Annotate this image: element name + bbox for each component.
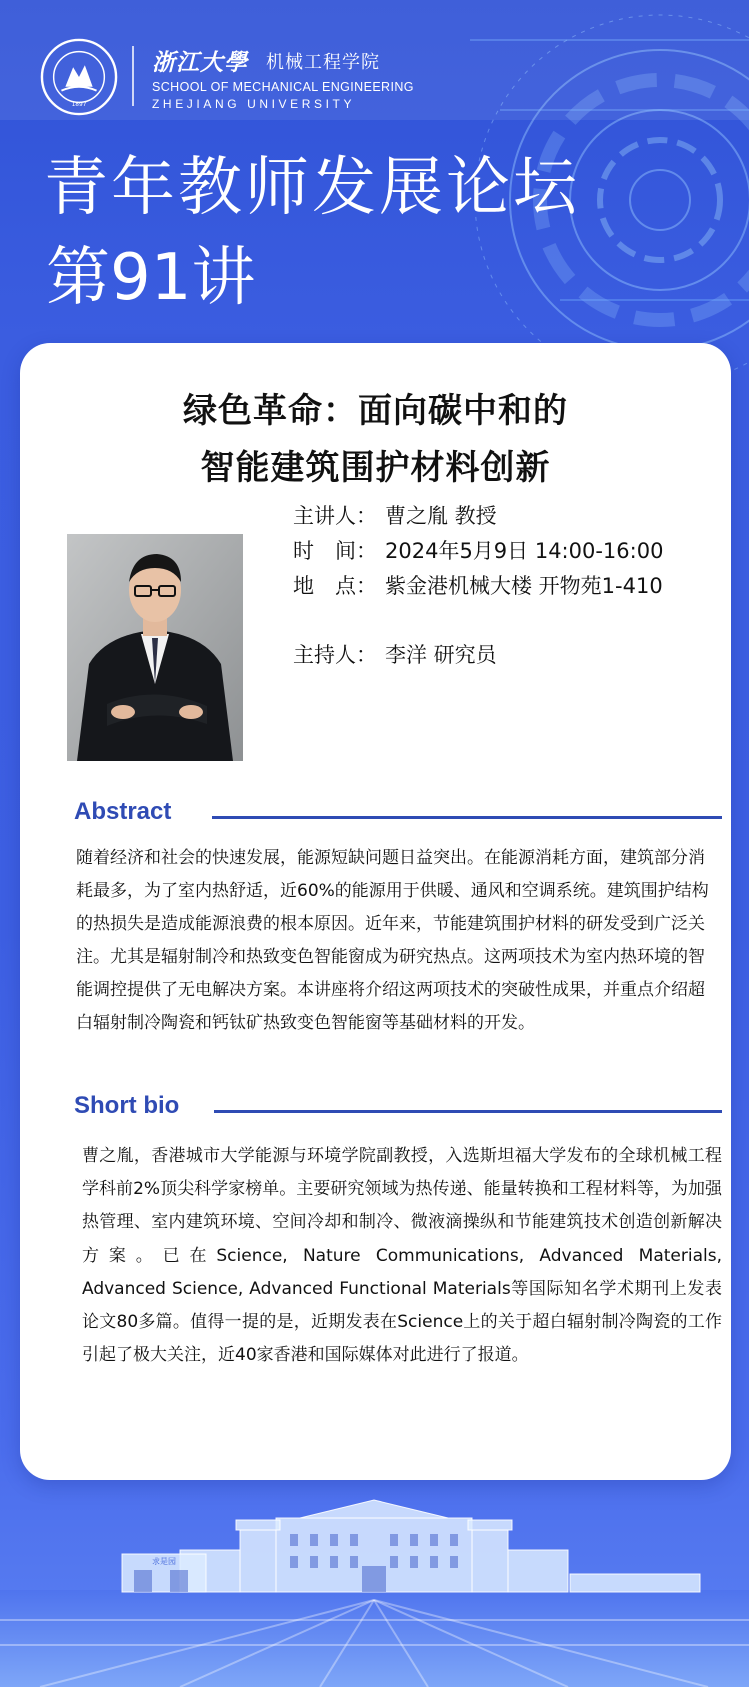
place-value: 紫金港机械大楼 开物苑1-410 [385,574,663,598]
abstract-heading [74,798,722,828]
host-label: 主持人： [293,643,377,667]
header-divider [132,46,134,106]
speaker-row [293,500,497,530]
svg-text:1897: 1897 [71,102,87,109]
university-header [40,34,700,114]
bio-text: 曹之胤，香港城市大学能源与环境学院副教授，入选斯坦福大学发布的全球机械工程学科前2%顶尖科学家榜单。主要研究领域为热传递、能量转换和工程材料等，为加强热管理、室内建筑环境、空间冷却和制冷、微液滴操纵和节能建筑技术创造创新解决方案。已在Science, Nature Communications, Advanced Materials, Advanced Science, Advanced Functional Materials等国际知名学术期刊上发表论文80多篇。值得一提的是，近期发表在Science上的关于超白辐射制冷陶瓷的工作引起了极大关注，近40家香港和国际媒体对此进行了报道。 [82,1146,722,1366]
speaker-value: 曹之胤 教授 [385,504,497,528]
abstract-text: 随着经济和社会的快速发展，能源短缺问题日益突出。在能源消耗方面，建筑部分消耗最多，为了室内热舒适，近60%的能源用于供暖、通风和空调系统。建筑围护结构的热损失是造成能源浪费的根本原因。近年来，节能建筑围护材料的研发受到广泛关注。尤其是辐射制冷和热致变色智能窗成为研究热点。这两项技术为室内热环境的智能调控提供了无电解决方案。本讲座将介绍这两项技术的突破性成果，并重点介绍超白辐射制冷陶瓷和钙钛矿热致变色智能窗等基础材料的开发。 [76,848,709,1033]
svg-text:求是园: 求是园 [152,1557,176,1566]
forum-title: 青年教师发展论坛 [44,151,580,225]
university-name-en: ZHEJIANG UNIVERSITY [152,97,356,111]
time-row [293,535,663,565]
content-card [20,343,731,1480]
zhejiang-university-seal-logo [40,38,118,116]
speaker-photo [67,534,243,761]
lecture-title-line1: 绿色革命：面向碳中和的 [183,391,568,431]
host-row [293,639,497,669]
place-row [293,570,663,600]
place-label: 地 点： [293,574,377,598]
host-value: 李洋 研究员 [385,643,497,667]
college-name-cn: 机械工程学院 [266,52,380,73]
speaker-label: 主讲人： [293,504,377,528]
college-name-en: SCHOOL OF MECHANICAL ENGINEERING [152,80,414,94]
abstract-heading-rule [212,816,722,819]
bio-heading [74,1092,722,1122]
time-label: 时 间： [293,539,377,563]
university-name-cn: 浙江大學 [152,49,248,76]
abstract-heading-text: Abstract [74,798,172,825]
bio-heading-rule [214,1110,722,1113]
time-value: 2024年5月9日 14:00-16:00 [385,539,664,563]
campus-building-illustration [0,1490,749,1687]
lecture-title-line2: 智能建筑围护材料创新 [200,448,551,488]
lecture-number: 第91讲 [46,241,256,315]
bio-heading-text: Short bio [74,1092,180,1119]
